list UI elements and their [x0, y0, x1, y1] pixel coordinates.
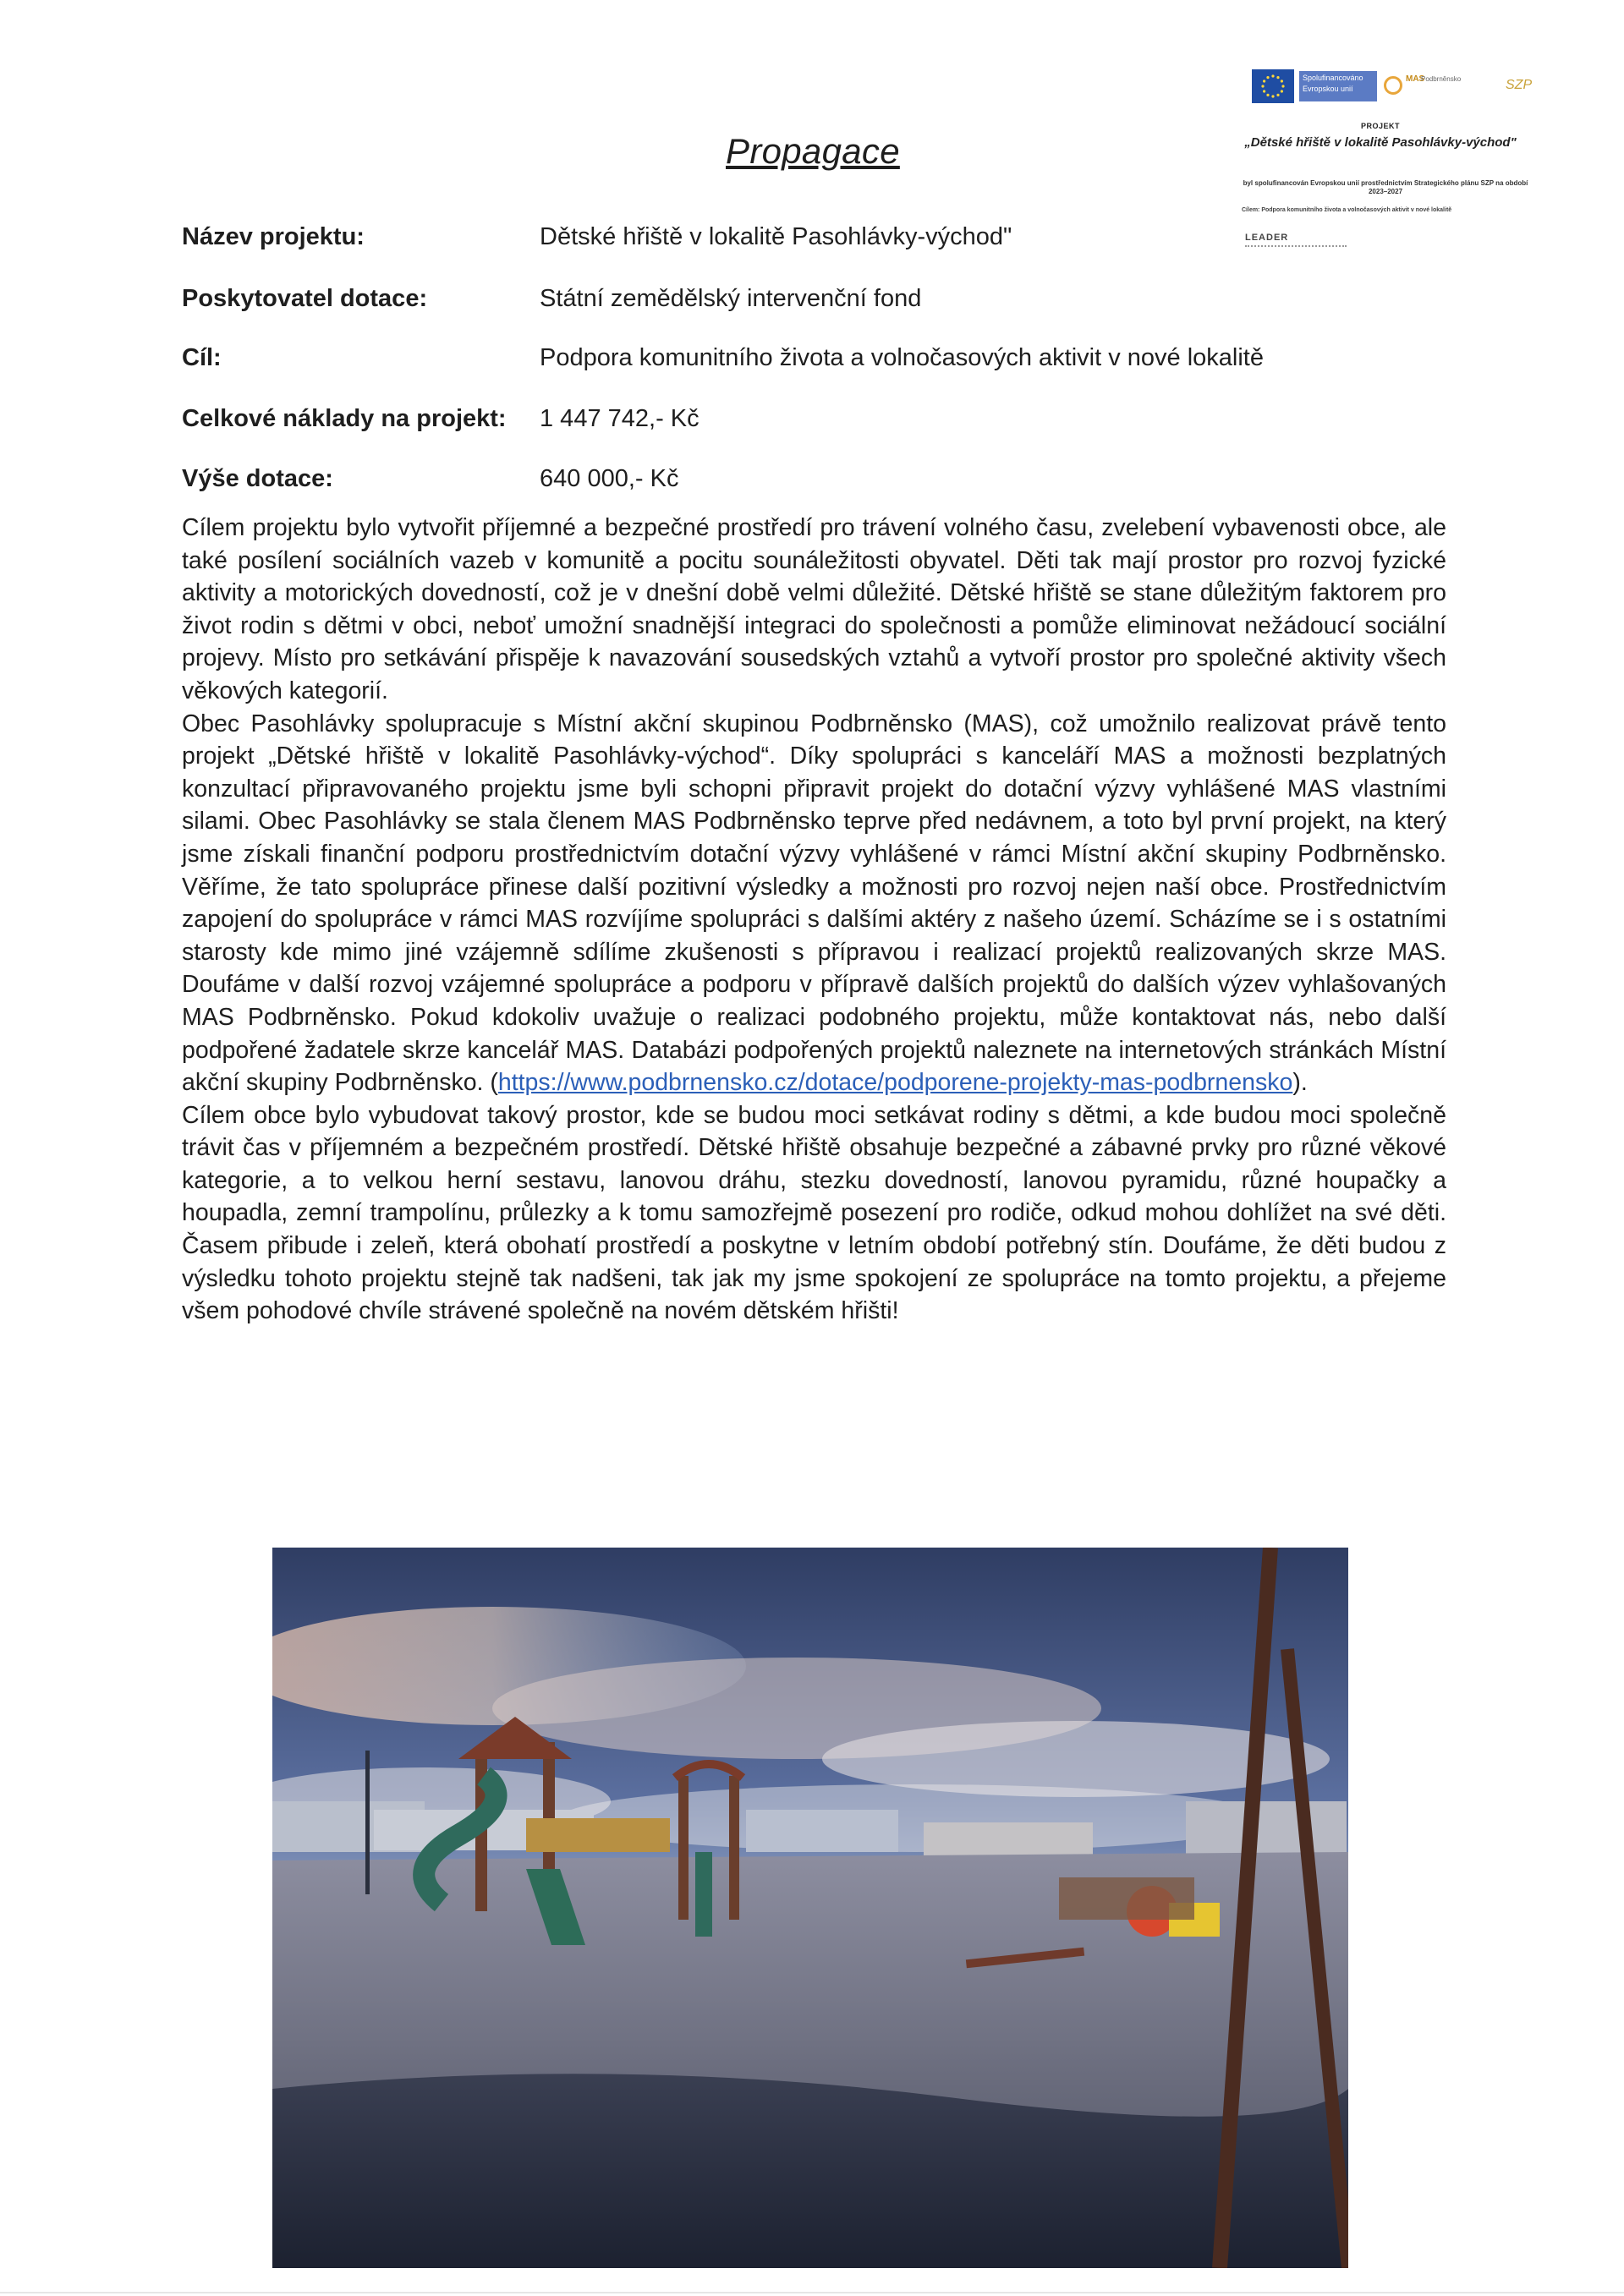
- mas-circle-icon: [1384, 76, 1402, 95]
- mas-logo-text: MAS: [1406, 74, 1425, 84]
- szp-logo: SZP: [1506, 78, 1533, 92]
- subsidy-value: 640 000,- Kč: [540, 465, 679, 492]
- mas-projects-link[interactable]: https://www.podbrnensko.cz/dotace/podporene-projekty-mas-podbrnensko: [497, 1069, 1293, 1097]
- paragraph-2-text: Obec Pasohlávky spolupracuje s Místní akční skupinou Podbrněnsko (MAS), což umožnilo realizovat právě tento projekt „Dětské hřiště v lokalitě Pasohlávky-východ“. Díky spolupráci s kanceláří MAS a možnosti bezplatných konzultací připravovaného projektu jsme byli schopni připravit projekt do dotační výzvy vyhlášené MAS vlastními silami. Obec Pasohlávky se stala členem MAS Podbrněnsko teprve před nedávnem, a toto byl první projekt, na který jsme získali finanční podporu prostřednictvím dotační výzvy vyhlášené v rámci Místní akční skupiny Podbrněnsko. Věříme, že tato spolupráce přinese další pozitivní výsledky a možnosti pro rozvoj nejen naší obce. Prostřednictvím zapojení do spolupráce v rámci MAS rozvíjíme spolupráci s dalšími aktéry z našeho území. Scházíme se i s ostatními starosty kde mimo jiné vzájemně sdílíme zkušenosti s přípravou i realizací projektů realizovaných skrze MAS. Doufáme v další rozvoj vzájemné spolupráce a podporu v přípravě dalších projektů do dalších výzev vyhlašovaných MAS Podbrněnsko. Pokud kdokoliv uvažuje o realizaci podobného projektu, může kontaktovat nás, nebo další podpořené žadatele skrze kancelář MAS. Databázi podpořených projektů naleznete na internetových stránkách Místní akční skupiny Podbrněnsko. (: [182, 710, 1446, 1097]
- costs-label: Celkové náklady na projekt:: [182, 405, 507, 432]
- leader-underline: [1245, 245, 1347, 250]
- logo-row: [1252, 69, 1539, 108]
- project-name-label: Název projektu:: [182, 223, 365, 250]
- paragraph-2-end: ).: [1292, 1069, 1308, 1097]
- page-title: Propagace: [726, 131, 900, 171]
- paragraph-1: Cílem projektu bylo vytvořit příjemné a bezpečné prostředí pro trávení volného času, zvelebení vybavenosti obce, ale také posílení sociálních vazeb v komunitě a pocitu sounáležitosti obyvatel. Děti tak mají prostor pro rozvoj fyzické aktivity a motorických dovedností, což je v dnešní době velmi důležité. Dětské hřiště se stane důležitým faktorem pro život rodin s dětmi v obci, neboť umožní snadnější integraci do společnosti a pomůže eliminovat nežádoucí sociální projevy. Místo pro setkávání přispěje k navazování sousedských vztahů a vytvoří prostor pro společné aktivity všech věkových kategorií.: [182, 514, 1446, 704]
- goal-label: Cíl:: [182, 344, 222, 371]
- mas-logo: [1384, 71, 1425, 101]
- project-sticker: [1237, 61, 1550, 264]
- sticker-project-label: PROJEKT: [1360, 122, 1400, 130]
- paragraph-3: Cílem obce bylo vybudovat takový prostor, kde se budou moci setkávat rodiny s dětmi, a kde budou moci společně trávit čas v příjemném a bezpečném prostředí. Dětské hřiště obsahuje bezpečné a zábavné prvky pro různé věkové kategorie, a to velkou herní sestavu, lanovou dráhu, stezku dovedností, lanovou pyramidu, různé houpačky a houpadla, zemní trampolínu, průlezky a k tomu samozřejmě posezení pro rodiče, odkud mohou dohlížet na své děti. Časem přibude i zeleň, která obohatí prostředí a poskytne v letním období potřebný stín. Doufáme, že děti budou z výsledku tohoto projektu stejně tak nadšeni, tak jak my jsme spokojení ze spolupráce na tomto projektu, a přejeme všem pohodové chvíle strávené společně na novém dětském hřišti!: [182, 1101, 1446, 1325]
- eu-flag-icon: [1252, 69, 1294, 103]
- page-bottom-line: [0, 2292, 1624, 2293]
- leader-logo: LEADER: [1245, 233, 1289, 243]
- goal-value: Podpora komunitního života a volnočasových aktivit v nové lokalitě: [540, 344, 1264, 371]
- playground-photo: [272, 1548, 1348, 2268]
- costs-value: 1 447 742,- Kč: [540, 405, 700, 432]
- provider-label: Poskytovatel dotace:: [182, 285, 428, 312]
- sticker-project-goal: Cílem: Podpora komunitního života a volnočasových aktivit v nové lokalitě: [1242, 207, 1452, 213]
- project-name-value: Dětské hřiště v lokalitě Pasohlávky-východ": [540, 223, 1012, 250]
- mas-subtitle: Podbrněnsko: [1421, 75, 1462, 83]
- subsidy-label: Výše dotace:: [182, 465, 333, 492]
- paragraph-2: [182, 708, 1446, 1099]
- sticker-project-description: byl spolufinancován Evropskou unií prostřednictvím Strategického plánu SZP na období 2023–2027: [1243, 179, 1528, 195]
- body-text: [182, 512, 1446, 1328]
- sticker-project-name: „Dětské hřiště v lokalitě Pasohlávky-východ": [1244, 135, 1517, 150]
- eu-text: Spolufinancováno Evropskou unií: [1299, 71, 1377, 101]
- provider-value: Státní zemědělský intervenční fond: [540, 285, 922, 312]
